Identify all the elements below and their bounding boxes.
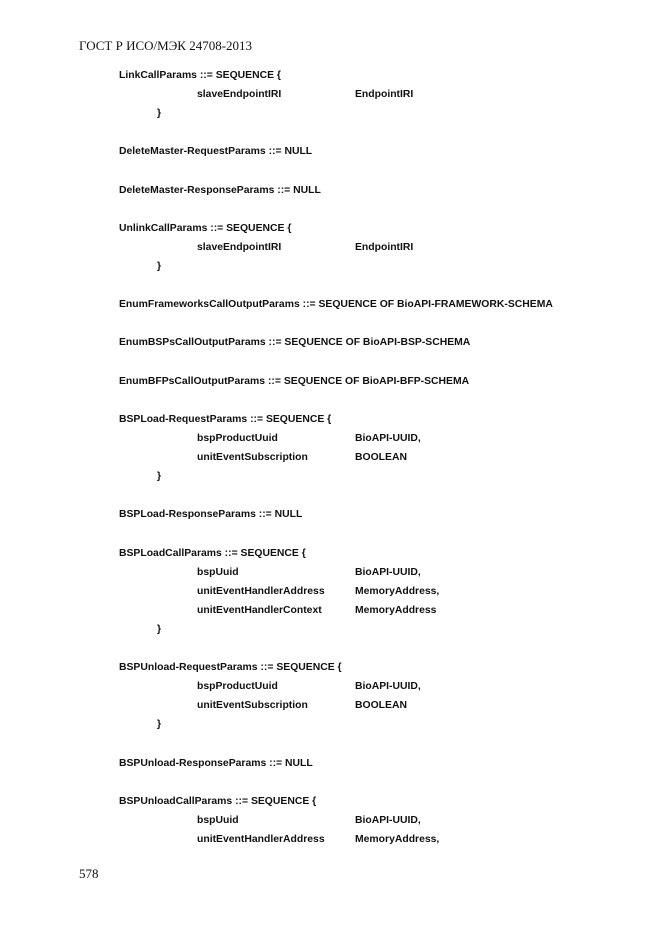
field-type: MemoryAddress, — [355, 585, 440, 597]
type-declaration: BSPLoad-ResponseParams ::= NULL — [119, 509, 303, 521]
field-type: MemoryAddress, — [355, 834, 440, 845]
field-type: BioAPI-UUID, — [355, 814, 421, 826]
type-declaration: EnumBFPsCallOutputParams ::= SEQUENCE OF BioAPI-BFP-SCHEMA — [119, 375, 470, 387]
field-type: BioAPI-UUID, — [355, 566, 421, 578]
page-number: 578 — [79, 866, 99, 881]
type-declaration: DeleteMaster-ResponseParams ::= NULL — [119, 184, 321, 196]
field-type: EndpointIRI — [355, 241, 414, 253]
field-type: BOOLEAN — [355, 452, 407, 463]
field-type: MemoryAddress — [355, 604, 437, 616]
type-declaration: BSPUnloadCallParams ::= SEQUENCE { — [119, 795, 317, 807]
field-name: unitEventSubscription — [197, 700, 308, 712]
field-type: BioAPI-UUID, — [355, 432, 421, 444]
field-name: bspUuid — [197, 566, 239, 578]
field-name: bspUuid — [197, 814, 239, 826]
type-declaration: BSPLoadCallParams ::= SEQUENCE { — [119, 547, 306, 559]
type-declaration: BSPUnload-RequestParams ::= SEQUENCE { — [119, 662, 342, 674]
field-type: BioAPI-UUID, — [355, 681, 421, 693]
type-declaration: EnumFrameworksCallOutputParams ::= SEQUENCE OF BioAPI-FRAMEWORK-SCHEMA — [119, 299, 553, 311]
type-declaration: EnumBSPsCallOutputParams ::= SEQUENCE OF BioAPI-BSP-SCHEMA — [119, 337, 471, 349]
closing-brace: } — [157, 623, 162, 635]
field-type: EndpointIRI — [355, 89, 414, 101]
field-name: unitEventHandlerAddress — [197, 834, 325, 845]
field-name: bspProductUuid — [197, 432, 278, 444]
field-name: slaveEndpointIRI — [197, 89, 282, 101]
field-name: unitEventHandlerContext — [197, 604, 322, 616]
type-declaration: BSPLoad-RequestParams ::= SEQUENCE { — [119, 413, 332, 425]
field-name: slaveEndpointIRI — [197, 241, 282, 253]
type-declaration: BSPUnload-ResponseParams ::= NULL — [119, 757, 313, 769]
field-name: unitEventHandlerAddress — [197, 585, 325, 597]
closing-brace: } — [157, 261, 162, 272]
field-name: bspProductUuid — [197, 681, 278, 693]
page-header: ГОСТ Р ИСО/МЭК 24708-2013 — [79, 38, 253, 53]
type-declaration: LinkCallParams ::= SEQUENCE { — [119, 70, 281, 81]
closing-brace: } — [157, 471, 162, 483]
closing-brace: } — [157, 719, 162, 731]
closing-brace: } — [157, 108, 162, 120]
field-name: unitEventSubscription — [197, 452, 308, 463]
field-type: BOOLEAN — [355, 700, 407, 712]
type-declaration: DeleteMaster-RequestParams ::= NULL — [119, 146, 313, 158]
type-declaration: UnlinkCallParams ::= SEQUENCE { — [119, 222, 292, 234]
